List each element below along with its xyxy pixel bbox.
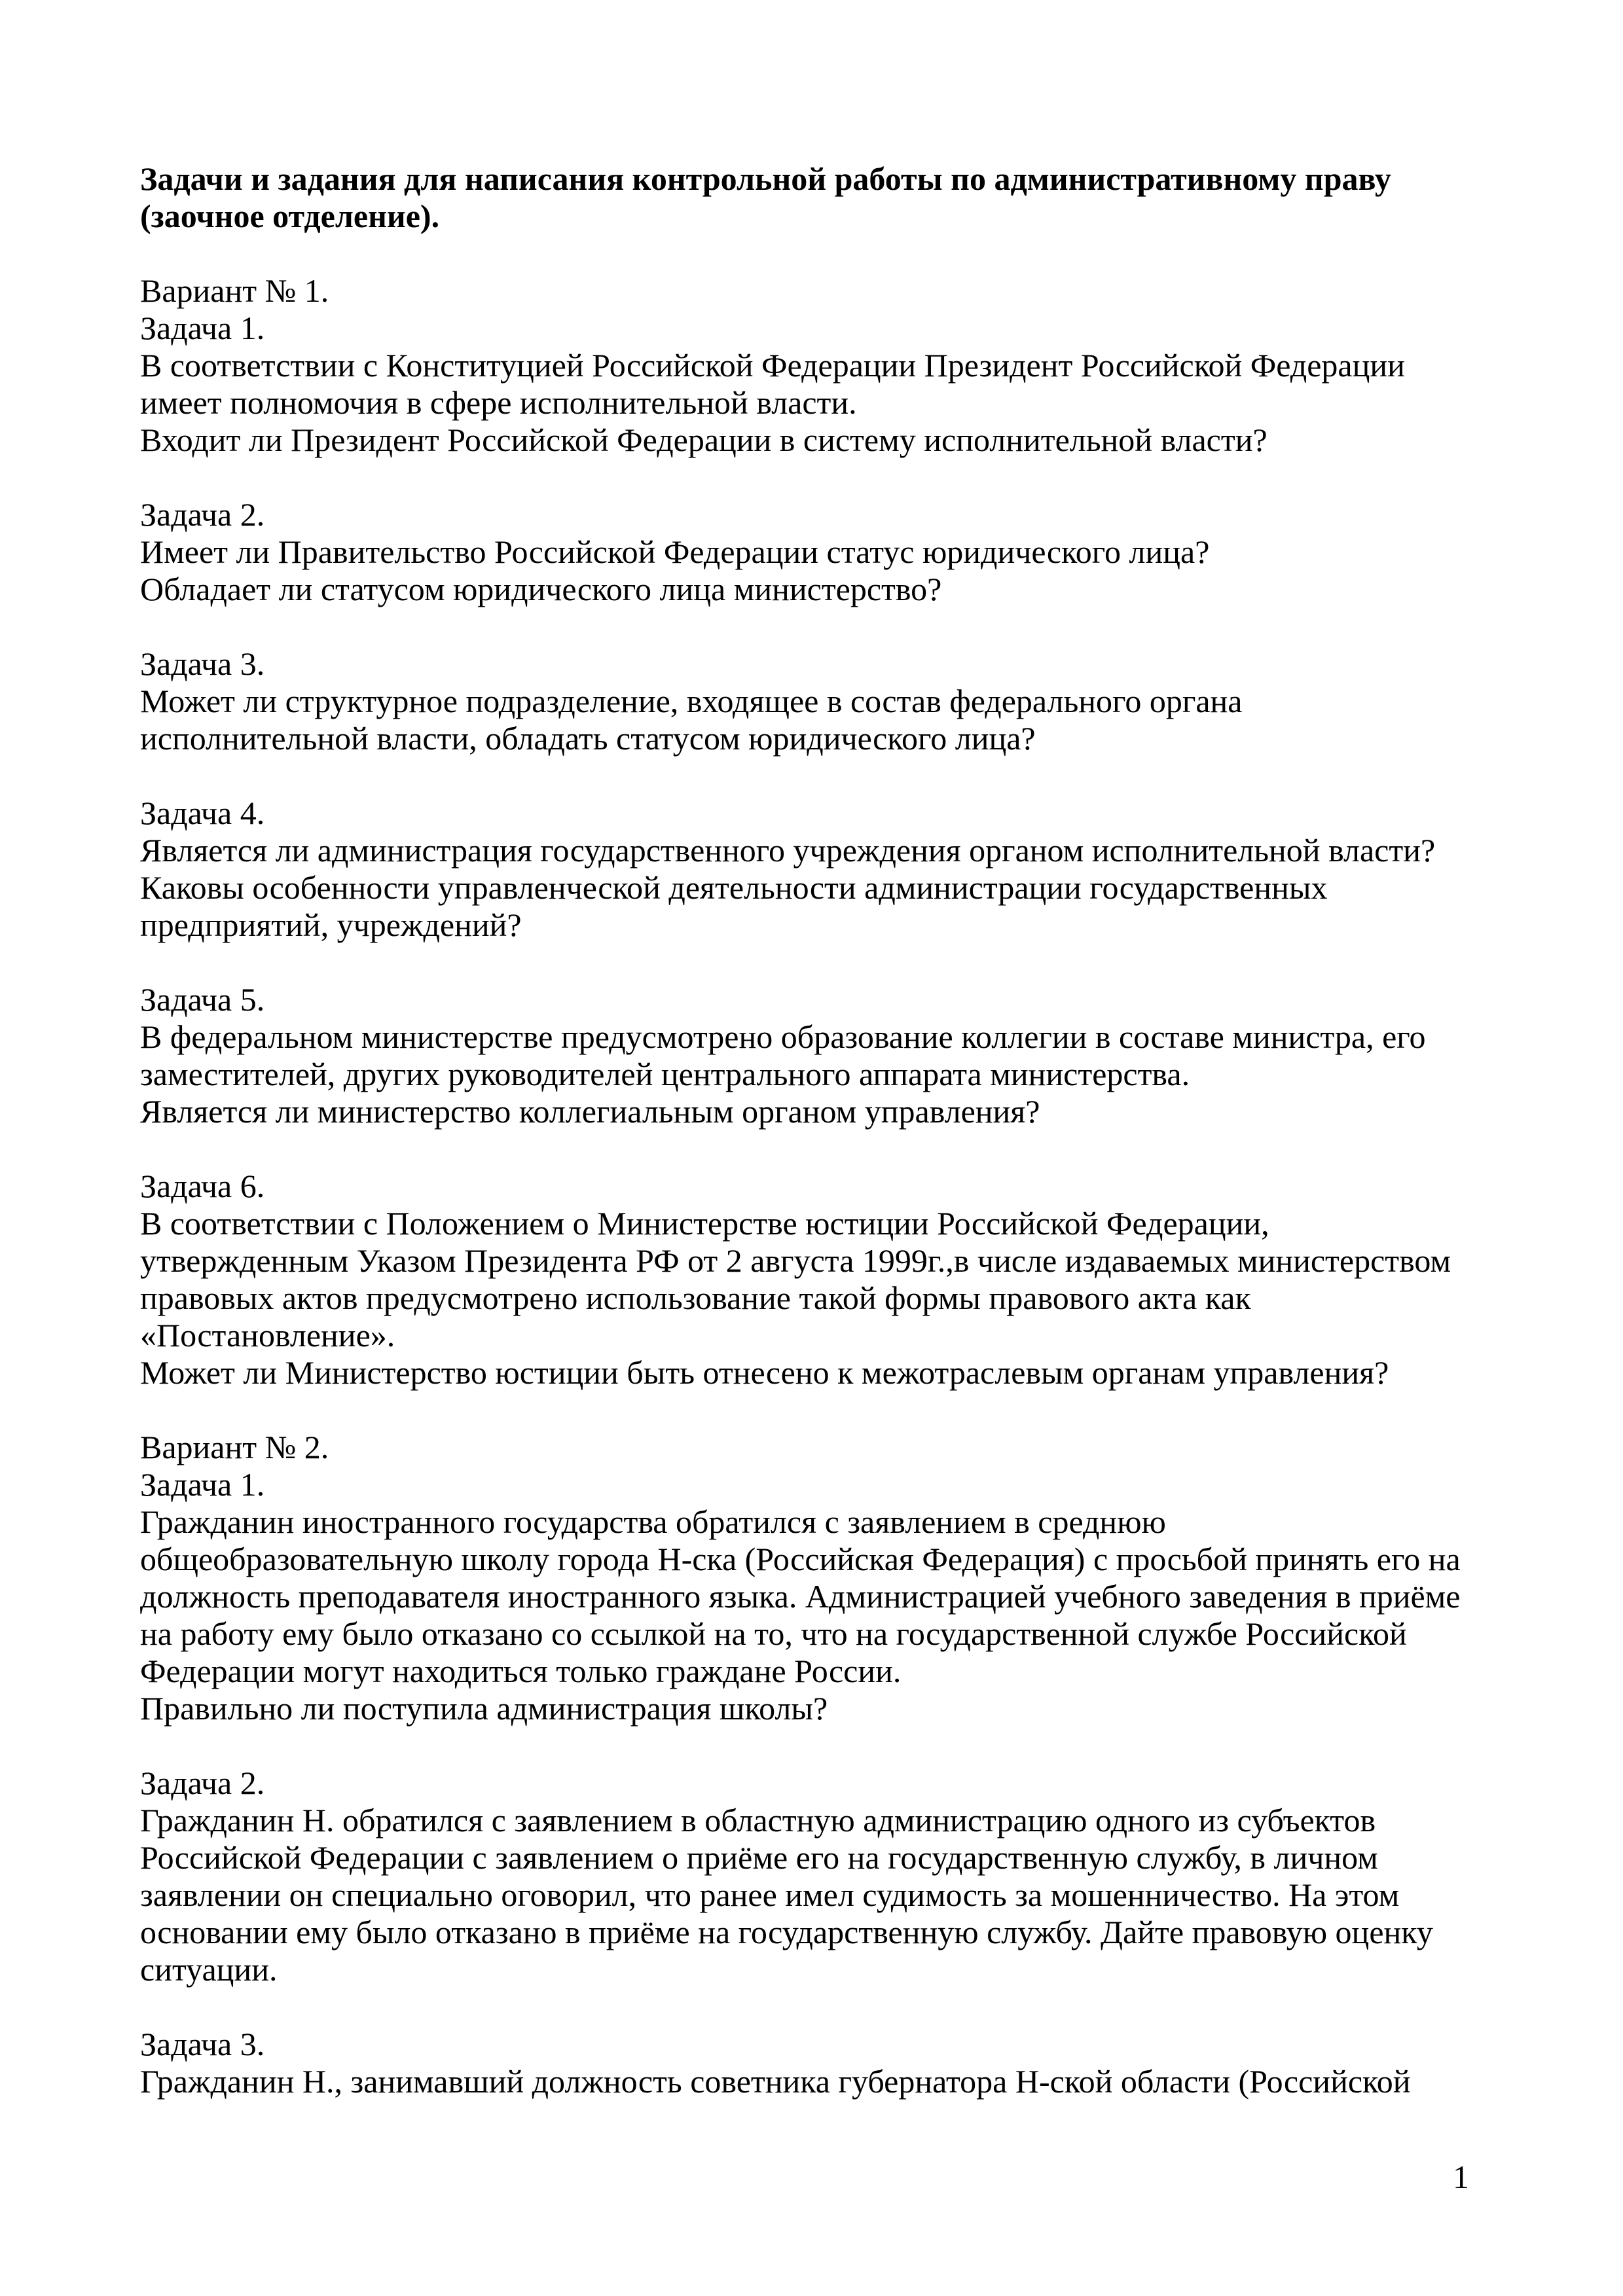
task-heading: Задача 1.: [140, 1466, 265, 1503]
task-block: [140, 795, 1469, 944]
document-title: Задачи и задания для написания контрольной работы по административному праву (заочное отделение).: [140, 160, 1391, 234]
page-number: 1: [1453, 2159, 1469, 2195]
document-body: [140, 272, 1469, 2100]
task-heading: Задача 2.: [140, 496, 265, 533]
task-paragraph: В соответствии с Конституцией Российской Федерации Президент Российской Федерации имеет полномочия в сфере исполнительной власти.: [140, 347, 1405, 421]
task-paragraph: Может ли Министерство юстиции быть отнесено к межотраслевым органам управления?: [140, 1354, 1389, 1391]
task-paragraph: Может ли структурное подразделение, входящее в состав федерального органа исполнительной власти, обладать статусом юридического лица?: [140, 683, 1243, 757]
task-paragraph: В соответствии с Положением о Министерстве юстиции Российской Федерации, утвержденным Указом Президента РФ от 2 августа 1999г.,в числе издаваемых министерством правовых актов предусмотрено использование такой формы правового акта как «Постановление».: [140, 1205, 1451, 1354]
task-paragraph: Обладает ли статусом юридического лица министерство?: [140, 571, 942, 607]
task-block: [140, 1429, 1469, 1727]
task-heading: Задача 4.: [140, 795, 265, 831]
task-block: [140, 1765, 1469, 1988]
task-block: [140, 1168, 1469, 1391]
task-block: [140, 2026, 1469, 2100]
task-paragraph: Имеет ли Правительство Российской Федерации статус юридического лица?: [140, 533, 1210, 570]
task-heading: Задача 5.: [140, 981, 265, 1018]
task-paragraph: Является ли администрация государственного учреждения органом исполнительной власти?: [140, 832, 1436, 869]
task-block: [140, 981, 1469, 1130]
task-block: [140, 645, 1469, 757]
task-paragraph: Правильно ли поступила администрация школы?: [140, 1690, 828, 1727]
task-heading: Задача 3.: [140, 645, 265, 682]
task-paragraph: Гражданин Н. обратился с заявлением в областную администрацию одного из субъектов Российской Федерации с заявлением о приёме его на государственную службу, в личном заявлении он специально оговорил, что ранее имел судимость за мошенничество. На этом основании ему было отказано в приёме на государственную службу. Дайте правовую оценку ситуации.: [140, 1802, 1433, 1988]
task-paragraph: Гражданин Н., занимавший должность советника губернатора Н-ской области (Российской: [140, 2063, 1411, 2100]
page-footer: [140, 2159, 1469, 2196]
task-heading: Задача 2.: [140, 1765, 265, 1801]
task-paragraph: Гражданин иностранного государства обратился с заявлением в среднюю общеобразовательную школу города Н-ска (Российская Федерация) с просьбой принять его на должность преподавателя иностранного языка. Администрацией учебного заведения в приёме на работу ему было отказано со ссылкой на то, что на государственной службе Российской Федерации могут находиться только граждане России.: [140, 1503, 1461, 1689]
task-paragraph: Каковы особенности управленческой деятельности администрации государственных предприятий, учреждений?: [140, 869, 1328, 943]
document-content: [140, 160, 1469, 2100]
task-paragraph: Входит ли Президент Российской Федерации в систему исполнительной власти?: [140, 422, 1267, 458]
task-block: [140, 272, 1469, 459]
variant-heading: Вариант № 2.: [140, 1429, 329, 1465]
task-heading: Задача 6.: [140, 1168, 265, 1204]
task-paragraph: Является ли министерство коллегиальным органом управления?: [140, 1093, 1040, 1130]
task-paragraph: В федеральном министерстве предусмотрено образование коллегии в составе министра, его заместителей, других руководителей центрального аппарата министерства.: [140, 1018, 1426, 1092]
task-block: [140, 496, 1469, 608]
variant-heading: Вариант № 1.: [140, 272, 329, 309]
task-heading: Задача 1.: [140, 310, 265, 346]
task-heading: Задача 3.: [140, 2026, 265, 2062]
